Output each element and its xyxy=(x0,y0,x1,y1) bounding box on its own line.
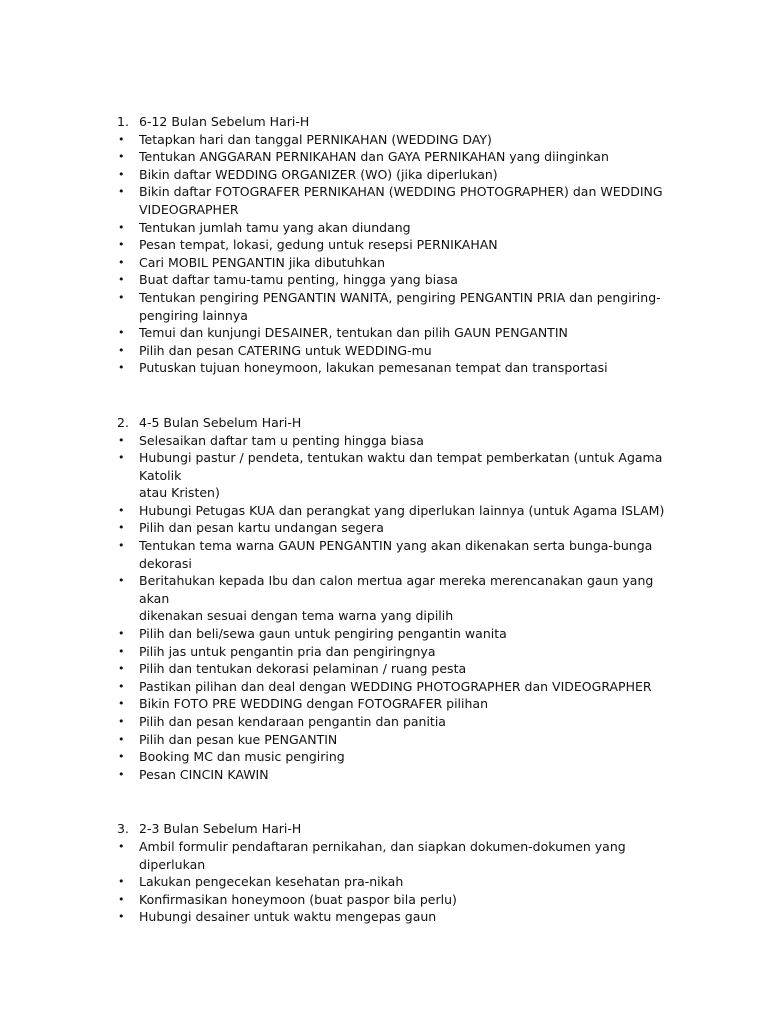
bullet-icon: • xyxy=(118,132,125,146)
list-item xyxy=(117,219,677,237)
bullet-icon: • xyxy=(118,185,125,199)
list-item xyxy=(117,254,677,272)
bullet-icon: • xyxy=(118,715,125,728)
list-item xyxy=(117,324,677,342)
checklist xyxy=(117,131,677,377)
bullet-icon: • xyxy=(118,238,125,252)
bullet-icon: • xyxy=(118,679,125,693)
bullet-icon: • xyxy=(118,361,125,375)
section-heading xyxy=(117,414,677,432)
list-item xyxy=(117,660,677,678)
bullet-icon: • xyxy=(118,503,125,517)
list-item-text: Pesan CINCIN KAWIN xyxy=(139,766,269,782)
list-item-text: Pastikan pilihan dan deal dengan WEDDING PHOTOGRAPHER dan VIDEOGRAPHER xyxy=(139,678,652,694)
list-item-text: Pilih dan tentukan dekorasi pelaminan / ruang pesta xyxy=(139,661,467,677)
list-item-text: Temui dan kunjungi DESAINER, tentukan dan pilih GAUN PENGANTIN xyxy=(139,325,568,341)
list-item-text: Bikin daftar FOTOGRAFER PERNIKAHAN (WEDDING PHOTOGRAPHER) dan WEDDING VIDEOGRAPHER xyxy=(139,184,663,217)
bullet-icon: • xyxy=(118,273,125,287)
list-item xyxy=(117,572,677,625)
bullet-icon: • xyxy=(118,255,125,269)
list-item xyxy=(117,695,677,713)
section-number: 2. xyxy=(117,414,129,430)
list-item-text: Bikin FOTO PRE WEDDING dengan FOTOGRAFER pilihan xyxy=(139,696,488,712)
list-item-text: Beritahukan kepada Ibu dan calon mertua agar mereka merencanakan gaun yang akan dikenakan sesuai dengan tema warna yang dipilih xyxy=(139,573,654,624)
list-item xyxy=(117,148,677,166)
list-item-text: Bikin daftar WEDDING ORGANIZER (WO) (jika diperlukan) xyxy=(139,166,498,182)
bullet-icon: • xyxy=(118,343,125,357)
bullet-icon: • xyxy=(118,451,125,465)
list-item xyxy=(117,519,677,537)
list-item xyxy=(117,625,677,643)
list-item xyxy=(117,432,677,450)
list-item-text: Pesan tempat, lokasi, gedung untuk resepsi PERNIKAHAN xyxy=(139,237,498,253)
bullet-icon: • xyxy=(118,539,125,553)
bullet-icon: • xyxy=(118,433,125,447)
list-item-text: Tetapkan hari dan tanggal PERNIKAHAN (WEDDING DAY) xyxy=(139,131,492,147)
section-title: 6-12 Bulan Sebelum Hari-H xyxy=(139,114,310,129)
document-body xyxy=(117,113,677,963)
list-item-text: Pilih dan pesan kendaraan pengantin dan panitia xyxy=(139,714,446,729)
list-item-text: Booking MC dan music pengiring xyxy=(139,749,345,765)
list-item xyxy=(117,537,677,572)
checklist xyxy=(117,432,677,784)
bullet-icon: • xyxy=(118,326,125,340)
section-heading xyxy=(117,113,677,131)
bullet-icon: • xyxy=(118,167,125,181)
list-item-text: Selesaikan daftar tam u penting hingga biasa xyxy=(139,432,424,448)
section-2 xyxy=(117,414,677,783)
list-item-text: Lakukan pengecekan kesehatan pra-nikah xyxy=(139,874,404,890)
list-item xyxy=(117,873,677,891)
list-item-text: Cari MOBIL PENGANTIN jika dibutuhkan xyxy=(139,254,386,270)
bullet-icon: • xyxy=(118,875,125,889)
list-item xyxy=(117,271,677,289)
list-item xyxy=(117,766,677,784)
list-item xyxy=(117,236,677,254)
bullet-icon: • xyxy=(118,220,125,234)
bullet-icon: • xyxy=(118,290,125,304)
list-item xyxy=(117,183,677,218)
list-item xyxy=(117,502,677,520)
list-item-text: Pilih dan beli/sewa gaun untuk pengiring pengantin wanita xyxy=(139,626,507,642)
list-item xyxy=(117,449,677,502)
bullet-icon: • xyxy=(118,910,125,924)
bullet-icon: • xyxy=(118,750,125,764)
list-item xyxy=(117,289,677,324)
bullet-icon: • xyxy=(118,644,125,658)
list-item xyxy=(117,908,677,926)
bullet-icon: • xyxy=(118,767,125,781)
list-item-text: Tentukan pengiring PENGANTIN WANITA, pengiring PENGANTIN PRIA dan pengiring- pengiring lainnya xyxy=(139,289,661,323)
section-title: 2-3 Bulan Sebelum Hari-H xyxy=(139,821,302,837)
list-item xyxy=(117,678,677,696)
bullet-icon: • xyxy=(118,521,125,535)
list-item-text: Pilih jas untuk pengantin pria dan pengiringnya xyxy=(139,643,436,659)
list-item-text: Tentukan ANGGARAN PERNIKAHAN dan GAYA PERNIKAHAN yang diinginkan xyxy=(139,149,609,165)
list-item-text: Ambil formulir pendaftaran pernikahan, dan siapkan dokumen-dokumen yang diperlukan xyxy=(139,838,630,872)
list-item xyxy=(117,748,677,766)
list-item-text: Hubungi pastur / pendeta, tentukan waktu dan tempat pemberkatan (untuk Agama Katolik atau Kristen) xyxy=(139,450,663,501)
section-3 xyxy=(117,820,677,926)
bullet-icon: • xyxy=(118,150,125,164)
bullet-icon: • xyxy=(118,839,125,853)
list-item xyxy=(117,891,677,909)
bullet-icon: • xyxy=(118,627,125,641)
section-number: 1. xyxy=(117,114,129,129)
bullet-icon: • xyxy=(118,574,125,588)
list-item xyxy=(117,643,677,661)
section-title: 4-5 Bulan Sebelum Hari-H xyxy=(139,414,302,430)
checklist xyxy=(117,838,677,926)
list-item xyxy=(117,342,677,360)
list-item xyxy=(117,359,677,377)
list-item xyxy=(117,731,677,749)
bullet-icon: • xyxy=(118,892,125,906)
list-item-text: Tentukan tema warna GAUN PENGANTIN yang akan dikenakan serta bunga-bunga dekorasi xyxy=(139,538,657,571)
list-item-text: Buat daftar tamu-tamu penting, hingga yang biasa xyxy=(139,272,458,288)
list-item-text: Hubungi Petugas KUA dan perangkat yang diperlukan lainnya (untuk Agama ISLAM) xyxy=(139,502,665,518)
list-item xyxy=(117,838,677,873)
list-item-text: Pilih dan pesan kue PENGANTIN xyxy=(139,731,338,747)
bullet-icon: • xyxy=(118,732,125,746)
bullet-icon: • xyxy=(118,662,125,676)
list-item xyxy=(117,131,677,149)
list-item-text: Konfirmasikan honeymoon (buat paspor bila perlu) xyxy=(139,891,457,907)
list-item-text: Putuskan tujuan honeymoon, lakukan pemesanan tempat dan transportasi xyxy=(139,360,608,376)
list-item xyxy=(117,166,677,184)
section-1 xyxy=(117,113,677,377)
section-number: 3. xyxy=(117,821,129,837)
list-item xyxy=(117,713,677,731)
list-item-text: Pilih dan pesan kartu undangan segera xyxy=(139,520,384,536)
list-item-text: Hubungi desainer untuk waktu mengepas gaun xyxy=(139,909,437,925)
list-item-text: Pilih dan pesan CATERING untuk WEDDING-mu xyxy=(139,342,432,358)
bullet-icon: • xyxy=(118,697,125,711)
list-item-text: Tentukan jumlah tamu yang akan diundang xyxy=(139,219,411,235)
section-heading xyxy=(117,820,677,838)
